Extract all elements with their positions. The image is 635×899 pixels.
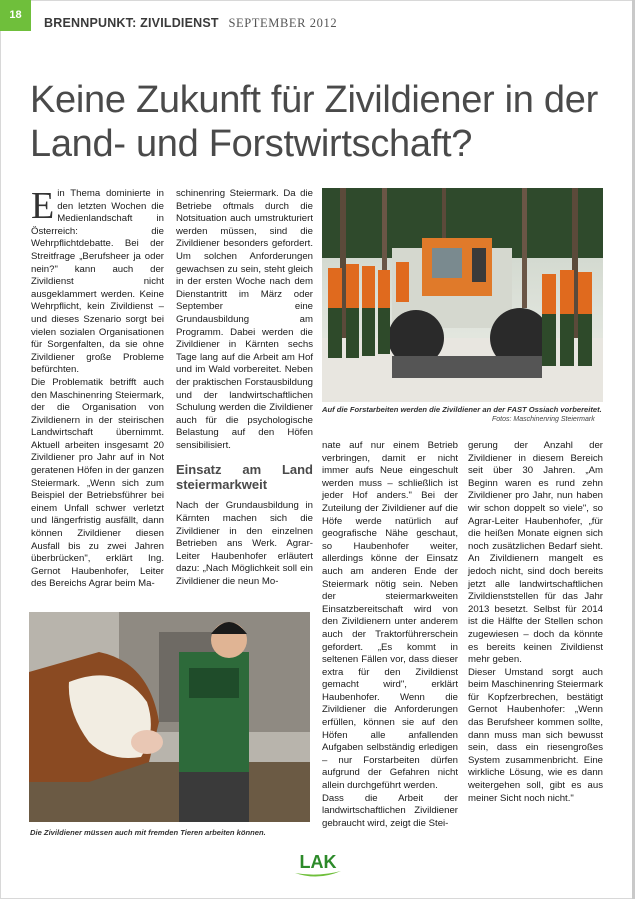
article-column-2 <box>176 188 313 589</box>
paragraph: Nach der Grundausbildung in Kärnten machen sich die Zivildiener in den einzelnen Betrieben ans Werk. Agrar-Leiter Haubenhofer erläutert dazu: „Nach Möglichkeit soll ein Zivildiener die neun Mo- <box>176 500 313 588</box>
cattle-photo-image <box>29 612 310 822</box>
lak-logo-mark <box>291 851 345 881</box>
article-column-4 <box>468 440 603 805</box>
paragraph: Ein Thema dominierte in den letzten Wochen die Medienlandschaft in Österreich: die Wehrpflichtdebatte. Bei der Streitfrage „Berufsheer ja oder nein?" kann auch der Zivildienst nicht ausgeklammert werden. Keine Wehrpflicht, kein Zivildienst – und dieses Szenario sorgt bei vielen sozialen Organisationen für Sorgenfalten, da sie ohne Zivildiener große Probleme befürchten. <box>31 185 164 376</box>
top-photo-caption: Auf die Forstarbeiten werden die Zivildiener an der FAST Ossiach vorbereitet. <box>322 405 602 414</box>
forestry-photo-image <box>322 188 603 402</box>
page-header <box>44 16 337 31</box>
cattle-photo <box>29 612 310 822</box>
article-column-3 <box>322 440 458 830</box>
photo-credit: Fotos: Maschinenring Steiermark <box>492 416 595 423</box>
subheading: Einsatz am Land steiermarkweit <box>176 462 313 493</box>
svg-text:LAK: LAK <box>299 852 337 872</box>
article-column-1 <box>31 185 164 591</box>
article-headline: Keine Zukunft für Zivildiener in der Land- und Forstwirtschaft? <box>30 79 598 165</box>
lak-logo <box>291 851 345 881</box>
paragraph: gerung der Anzahl der Zivildiener in diesem Bereich seit über 30 Jahren. „Am Beginn waren es rund zehn Zivildiener pro Jahr, nun haben wir schon doppelt so viele", so Agrar-Leiter Haubenhofer, „für die heißen Monate eignen sich noch zusätzlichen Bedarf sieht. An Zivildienern mangelt es jedoch nicht, sind doch bereits jetzt alle landwirtschaftlichen Zivildienststellen für das Jahr 2013 besetzt. Selbst für 2014 ist die Hälfte der Stellen schon zugewiesen – doch da könnte es bereits keinen Zivildienst mehr geben. <box>468 440 603 666</box>
paragraph: Die Problematik betrifft auch den Maschinenring Steiermark, der die Organisation von Zivildienern in der steirischen Landwirtschaft übernimmt. Aktuell arbeiten insgesamt 20 Zivildiener pro Jahr auf in Not geratenen Höfen in der ganzen Steiermark. „Wenn sich zum Beispiel der Betriebsführer bei einem Unfall schwer verletzt und längerfristig ausfällt, dann können Zivildiener diesen Ausfall bis zu zwei Jahren überbrücken", erklärt Ing. Gernot Haubenhofer, Leiter des Bereichs Agrar beim Ma- <box>31 376 164 590</box>
page-number: 18 <box>0 0 31 31</box>
paragraph: schinenring Steiermark. Da die Betriebe oftmals durch die Notsituation auch umstrukturiert werden müssen, sind die Zivildiener besonders gefordert. Um solchen Anforderungen gewachsen zu sein, steht gleich in der ersten Woche nach dem Dienstantritt im März oder September eine Grundausbildung am Programm. Dabei werden die Zivildiener in Kärnten sechs Tage lang auf die Arbeit am Hof und im Wald vorbereitet. Neben der praktischen Forstausbildung und der landwirtschaftlichen Schulung werden die Zivildiener auch für die psychologische Belastung auf den Höfen sensibilisiert. <box>176 188 313 451</box>
forestry-photo <box>322 188 603 402</box>
paragraph: Dieser Umstand sorgt auch beim Maschinenring Steiermark für Kopfzerbrechen, bestätigt Gernot Haubenhofer: „Wenn das Berufsheer kommen sollte, dann muss man sich bewusst sein, dass ein riesengroßes System zusammenbricht. Eine wirkliche Lösung, wie es dann weitergehen soll, gibt es aus meiner Sicht noch nicht." <box>468 666 603 804</box>
bottom-photo-caption: Die Zivildiener müssen auch mit fremden Tieren arbeiten können. <box>30 828 266 837</box>
drop-cap: E <box>31 185 55 227</box>
header-section: BRENNPUNKT: ZIVILDIENST <box>44 16 219 30</box>
paragraph: Dass die Arbeit der landwirtschaftlichen Zivildiener gebraucht wird, zeigt die Stei- <box>322 792 458 829</box>
paragraph: nate auf nur einem Betrieb verbringen, damit er nicht immer aufs Neue eingeschult werden muss – schließlich ist jeder Hof anders." Bei der Zuteilung der Zivildiener auf die Höfe werde natürlich auf geografische Nähe geschaut, so Haubenhofer weiter, allerdings könne der Einsatz auch am anderen Ende der Steiermark nötig sein. Neben der steiermarkweiten Einsatzbereitschaft wird von den Zivildienern unter anderem auch der Traktorführerschein gefordert. „Es kommt in seltenen Fällen vor, dass dieser extra für den Zivildienst gemacht wird", erklärt Haubenhofer. Wenn die Zivildiener die Anforderungen erfüllen, können sie auf den Höfen alle anfallenden Aufgaben selbständig erledigen – nur Forstarbeiten dürfen aufgrund der Gefahren nicht allein durchgeführt werden. <box>322 440 458 792</box>
header-date: SEPTEMBER 2012 <box>228 16 338 30</box>
